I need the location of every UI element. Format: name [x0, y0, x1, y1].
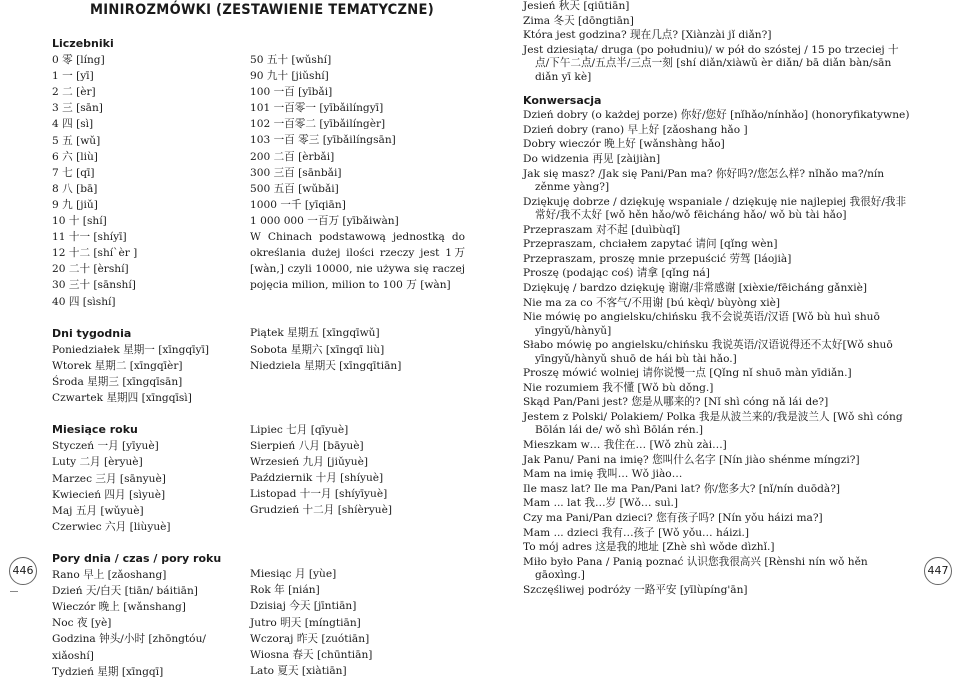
time-entry: Noc 夜 [yè]: [52, 617, 112, 630]
weekday-entry: Wtorek 星期二 [xīngqīèr]: [52, 359, 183, 372]
section-heading-months: Miesiące roku: [52, 423, 138, 437]
phrase-entry: Słabo mówię po angielsku/chińsku 我说英语/汉语说得还不太好[Wǒ shuō yīngyǔ/hànyǔ shuō de hái bù tài hǎo.]: [523, 339, 893, 365]
phrase-entry: Do widzenia 再见 [zàijiàn]: [523, 153, 661, 166]
number-entry: 101 一百零一 [yībǎilíngyī]: [250, 102, 384, 115]
seasons-and-time-list: [523, 0, 911, 84]
phrase-entry: Dziękuję dobrze / dziękuję wspaniale / dziękuję nie najlepiej 我很好/我非常好/我不太好 [wǒ hěn hǎo/wǒ fēicháng hǎo/ wǒ bù tài hǎo]: [523, 195, 907, 222]
weekdays-left-list: [52, 342, 247, 406]
phrase-entry: Jak Panu/ Pani na imię? 您叫什么名字 [Nín jiào shénme míngzi?]: [523, 453, 860, 466]
time-entry: Lato 夏天 [xiàtiān]: [250, 664, 347, 677]
phrase-entry: Ile masz lat? Ile ma Pan/Pani lat? 你/您多大? [nǐ/nín duōdà?]: [523, 482, 841, 495]
left-column: [52, 36, 247, 680]
time-entry: Wczoraj 昨天 [zuótiān]: [250, 632, 370, 645]
middle-column: [250, 52, 465, 679]
phrase-entry: Nie mówię po angielsku/chińsku 我不会说英语/汉语 [Wǒ bù huì shuō yīngyǔ/hànyǔ]: [523, 311, 880, 337]
section-heading-conversation: Konwersacja: [523, 94, 602, 108]
month-entry: Czerwiec 六月 [liùyuè]: [52, 520, 171, 533]
numbers-note: W Chinach podstawową jednostką do określania dużej ilości rzeczy jest 1万 [wàn,] czyli 10000, nie używa się raczej pojęcia milion, milion to 100 万 [wàn]: [250, 231, 465, 292]
month-entry: Kwiecień 四月 [sìyuè]: [52, 488, 166, 501]
number-entry: 0 零 [líng]: [52, 54, 105, 67]
phrase-entry: Przepraszam, chciałem zapytać 请问 [qǐng wèn]: [523, 238, 778, 251]
month-entry: Maj 五月 [wǔyuè]: [52, 504, 144, 517]
phrase-entry: Przepraszam 对不起 [duìbùqǐ]: [523, 223, 681, 236]
number-entry: 5 五 [wǔ]: [52, 134, 101, 147]
month-entry: Grudzień 十二月 [shíèryuè]: [250, 504, 393, 517]
weekday-entry: Środa 星期三 [xīngqīsān]: [52, 375, 183, 388]
number-entry: 8 八 [bā]: [52, 182, 98, 195]
number-entry: 10 十 [shí]: [52, 215, 107, 228]
month-entry: Lipiec 七月 [qīyuè]: [250, 423, 349, 436]
month-entry: Luty 二月 [èryuè]: [52, 456, 143, 469]
section-heading-weekdays: Dni tygodnia: [52, 326, 132, 340]
months-left-list: [52, 438, 247, 535]
section-heading-numbers: Liczebniki: [52, 37, 114, 50]
phrase-entry: Jak się masz? /Jak się Pani/Pan ma? 你好吗?/您怎么样? nǐhǎo ma?/nín zěnme yàng?]: [523, 167, 885, 194]
page-number-right: 447: [924, 557, 952, 585]
number-entry: 500 五百 [wǔbǎi]: [250, 182, 339, 195]
phrase-entry: Mam na imię 我叫… Wǒ jiào…: [523, 468, 683, 481]
weekday-entry: Poniedziałek 星期一 [xīngqīyī]: [52, 343, 210, 356]
phrase-entry: Dzień dobry (rano) 早上好 [zǎoshang hǎo ]: [523, 123, 748, 136]
phrase-entry: Dobry wieczór 晚上好 [wǎnshàng hǎo]: [523, 138, 725, 151]
month-entry: Sierpień 八月 [bāyuè]: [250, 439, 364, 452]
right-column: [523, 0, 911, 598]
time-entry: Dzisiaj 今天 [jīntiān]: [250, 600, 357, 613]
page-number-left: 446: [9, 557, 37, 585]
number-entry: 103 一百 零三 [yībǎilíngsān]: [250, 134, 396, 147]
month-entry: Październik 十月 [shíyuè]: [250, 471, 384, 484]
phrase-entry: Zima 冬天 [dōngtiān]: [523, 14, 634, 27]
weekday-entry: Czwartek 星期四 [xīngqīsì]: [52, 392, 192, 405]
number-entry: 90 九十 [jiǔshí]: [250, 70, 329, 83]
number-entry: 200 二百 [èrbǎi]: [250, 150, 335, 163]
phrase-entry: Jesień 秋天 [qiūtiān]: [523, 0, 630, 12]
number-entry: 30 三十 [sānshí]: [52, 279, 136, 292]
month-entry: Marzec 三月 [sānyuè]: [52, 472, 166, 485]
number-entry: 12 十二 [shí`èr ]: [52, 247, 138, 260]
month-entry: Styczeń 一月 [yīyuè]: [52, 440, 159, 453]
phrase-entry: Mieszkam w… 我住在… [Wǒ zhù zài…]: [523, 439, 727, 451]
time-entry: xiǎoshí]: [52, 649, 94, 662]
weekday-entry: Sobota 星期六 [xīngqī liù]: [250, 343, 385, 356]
number-entry: 102 一百零二 [yībǎilíngèr]: [250, 118, 386, 131]
number-entry: 6 六 [liù]: [52, 150, 98, 163]
phrase-entry: Proszę mówić wolniej 请你说慢一点 [Qǐng nǐ shuō màn yīdiǎn.]: [523, 367, 852, 380]
time-entry: Godzina 钟头/小时 [zhōngtóu/: [52, 633, 206, 646]
phrase-entry: Dziękuję / bardzo dziękuję 谢谢/非常感谢 [xièxie/fēicháng gǎnxiè]: [523, 282, 868, 295]
phrase-entry: Proszę (podając coś) 请拿 [qǐng ná]: [523, 267, 710, 280]
months-right-list: [250, 422, 465, 519]
number-entry: 300 三百 [sānbǎi]: [250, 166, 342, 179]
number-entry: 7 七 [qī]: [52, 166, 95, 179]
phrase-entry: Nie ma za co 不客气/不用谢 [bú kèqì/ bùyòng xiè]: [523, 296, 781, 309]
time-entry: Rano 早上 [zǎoshang]: [52, 569, 167, 582]
phrase-entry: Przepraszam, proszę mnie przepuścić 劳驾 [láojià]: [523, 252, 792, 265]
number-entry: 2 二 [èr]: [52, 86, 96, 99]
phrase-entry: Mam ... lat 我…岁 [Wǒ… suì.]: [523, 497, 679, 510]
number-entry: 50 五十 [wǔshí]: [250, 54, 332, 66]
phrase-entry: Która jest godzina? 现在几点? [Xiànzài jǐ diǎn?]: [523, 29, 772, 42]
phrase-entry: Dzień dobry (o każdej porze) 你好/您好 [nǐhǎo/nínhǎo] (honoryfikatywne): [523, 109, 910, 122]
phrase-entry: To mój adres 这是我的地址 [Zhè shì wǒde dìzhǐ.]: [523, 541, 775, 554]
month-entry: Listopad 十一月 [shíyīyuè]: [250, 488, 388, 501]
phrase-entry: Szczęśliwej podróży 一路平安 [yīlùpíng'ān]: [523, 583, 748, 596]
number-entry: 1 000 000 一百万 [yībǎiwàn]: [250, 214, 399, 227]
time-entry: Dzień 天/白天 [tiān/ báitiān]: [52, 585, 198, 598]
phrase-entry: Czy ma Pani/Pan dzieci? 您有孩子吗? [Nín yǒu háizi ma?]: [523, 511, 823, 524]
time-entry: Tydzień 星期 [xīngqī]: [52, 665, 164, 678]
phrase-entry: Miło było Pana / Panią poznać 认识您我很高兴 [Rènshi nín wǒ hěn gāoxìng.]: [523, 555, 868, 582]
phrase-entry: Jest dziesiąta/ druga (po południu)/ w pół do szóstej / 15 po trzeciej 十点/下午二点/五点半/三点一刻 [shí diǎn/xiàwǔ èr diǎn/ bā diǎn bàn/sān diǎn yī kè]: [523, 43, 899, 83]
number-entry: 1 一 [yī]: [52, 70, 94, 83]
number-entry: 11 十一 [shíyī]: [52, 231, 127, 244]
number-entry: 40 四 [sìshí]: [52, 295, 116, 308]
number-entry: 9 九 [jiǔ]: [52, 198, 98, 211]
time-entry: Wiosna 春天 [chūntiān]: [250, 648, 373, 661]
time-entry: Wieczór 晚上 [wǎnshang]: [52, 601, 186, 614]
number-entry: 4 四 [sì]: [52, 118, 94, 131]
times-right-list: [250, 566, 465, 679]
page-title: MINIROZMÓWKI (ZESTAWIENIE TEMATYCZNE): [90, 2, 435, 18]
weekday-entry: Niedziela 星期天 [xīngqītiān]: [250, 359, 402, 372]
time-entry: Rok 年 [nián]: [250, 584, 320, 597]
number-entry: 100 一百 [yībǎi]: [250, 86, 333, 99]
margin-mark: [10, 591, 18, 592]
phrase-entry: Mam ... dzieci 我有…孩子 [Wǒ yǒu… háizi.]: [523, 526, 750, 539]
weekday-entry: Piątek 星期五 [xīngqīwǔ]: [250, 327, 380, 340]
phrase-entry: Jestem z Polski/ Polakiem/ Polka 我是从波兰来的/我是波兰人 [Wǒ shì cóng Bōlán lái de/ wǒ shì Bōlán rén.]: [523, 411, 903, 437]
time-entry: Miesiąc 月 [yùe]: [250, 568, 337, 581]
phrase-entry: Nie rozumiem 我不懂 [Wǒ bù dǒng.]: [523, 381, 714, 394]
times-left-list: [52, 567, 247, 680]
number-entry: 20 二十 [èrshí]: [52, 263, 129, 276]
month-entry: Wrzesień 九月 [jiǔyuè]: [250, 455, 369, 468]
phrase-entry: Skąd Pan/Pani jest? 您是从哪来的? [Nǐ shì cóng nǎ lái de?]: [523, 396, 829, 409]
numbers-right-list: [250, 52, 465, 229]
time-entry: Jutro 明天 [míngtiān]: [250, 616, 361, 629]
section-heading-times: Pory dnia / czas / pory roku: [52, 552, 222, 565]
numbers-left-list: [52, 52, 247, 310]
weekdays-right-list: [250, 325, 465, 373]
conversation-list: [523, 109, 911, 597]
number-entry: 3 三 [sān]: [52, 102, 103, 115]
number-entry: 1000 一千 [yīqiān]: [250, 198, 346, 211]
